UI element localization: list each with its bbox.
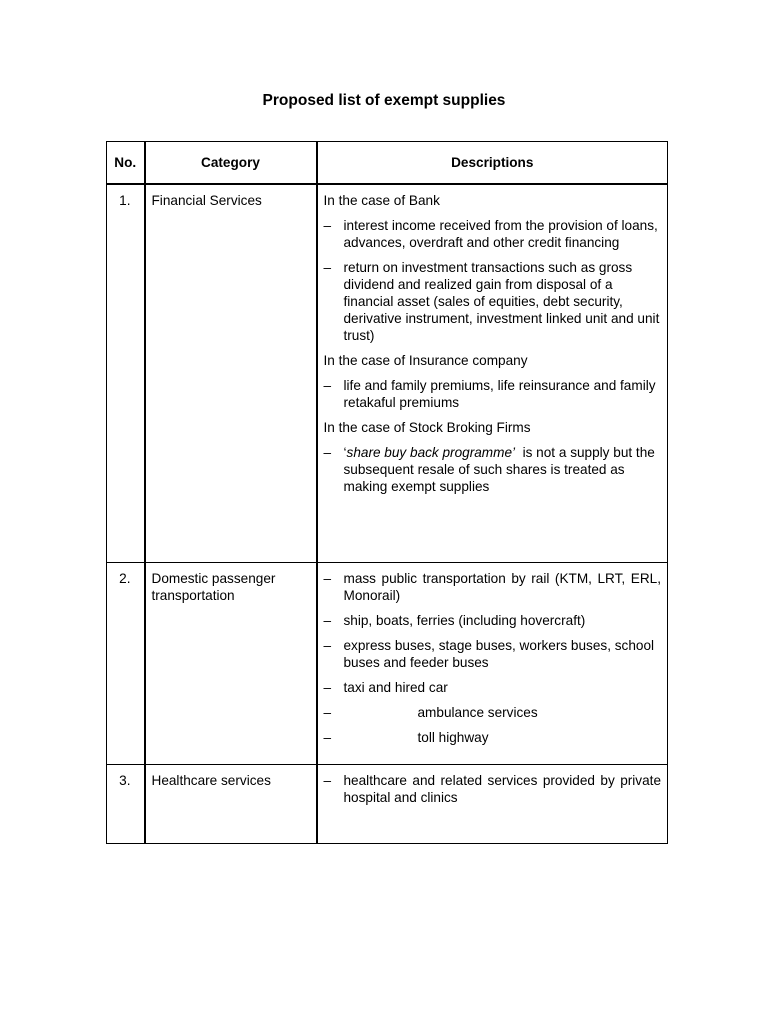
sub-heading: In the case of Stock Broking Firms bbox=[323, 420, 531, 435]
dash-marker: – bbox=[323, 218, 332, 233]
dash-marker: – bbox=[323, 773, 332, 788]
list-item-text: interest income received from the provision of loans, advances, overdraft and other credit financing bbox=[343, 218, 658, 250]
document-title: Proposed list of exempt supplies bbox=[262, 92, 506, 109]
sub-heading: In the case of Bank bbox=[323, 193, 440, 208]
list-item-text: return on investment transactions such as gross dividend and realized gain from disposal of a financial asset (sales of equities, debt security, derivative instrument, investment linked unit and unit trust) bbox=[343, 260, 660, 343]
list-item-text: life and family premiums, life reinsurance and family retakaful premiums bbox=[343, 378, 656, 410]
list-item-text: healthcare and related services provided by private hospital and clinics bbox=[343, 773, 661, 805]
list-item bbox=[324, 772, 662, 806]
list-item-text: mass public transportation by rail (KTM, LRT, ERL, Monorail) bbox=[343, 571, 661, 603]
dash-marker: – bbox=[323, 378, 332, 393]
row-descriptions bbox=[317, 563, 668, 765]
list-item bbox=[324, 637, 662, 671]
list-item-text: ambulance services bbox=[417, 705, 538, 720]
row-category: Domestic passenger transportation bbox=[145, 563, 317, 765]
open-quote: ‘ bbox=[343, 445, 347, 460]
list-item bbox=[324, 679, 662, 696]
dash-marker: – bbox=[323, 680, 332, 695]
row-descriptions bbox=[317, 765, 668, 844]
list-item bbox=[324, 259, 662, 344]
list-item bbox=[324, 217, 662, 251]
table-row bbox=[107, 184, 668, 563]
list-item-text: toll highway bbox=[417, 730, 489, 745]
row-number: 2. bbox=[107, 563, 145, 765]
list-item bbox=[324, 444, 662, 495]
row-number: 1. bbox=[107, 184, 145, 563]
list-item bbox=[324, 377, 662, 411]
dash-marker: – bbox=[323, 638, 332, 653]
list-item bbox=[324, 612, 662, 629]
dash-marker: – bbox=[323, 730, 332, 745]
list-item-text: express buses, stage buses, workers buses, school buses and feeder buses bbox=[343, 638, 655, 670]
dash-marker: – bbox=[323, 445, 332, 460]
list-item-rest: is not a supply but the subsequent resale of such shares is treated as making exempt supplies bbox=[343, 445, 659, 494]
dash-marker: – bbox=[323, 613, 332, 628]
table-header-row bbox=[107, 142, 668, 185]
dash-marker: – bbox=[323, 705, 332, 720]
list-item bbox=[324, 570, 662, 604]
list-item-text: taxi and hired car bbox=[343, 680, 448, 695]
exempt-supplies-table bbox=[106, 141, 668, 844]
table-row bbox=[107, 765, 668, 844]
dash-marker: – bbox=[323, 571, 332, 586]
header-category: Category bbox=[145, 142, 317, 185]
row-category: Healthcare services bbox=[145, 765, 317, 844]
dash-marker: – bbox=[323, 260, 332, 275]
italic-term: share buy back programme’ bbox=[346, 445, 516, 460]
row-category: Financial Services bbox=[145, 184, 317, 563]
header-descriptions: Descriptions bbox=[317, 142, 668, 185]
row-descriptions bbox=[317, 184, 668, 563]
table-row bbox=[107, 563, 668, 765]
sub-heading: In the case of Insurance company bbox=[323, 353, 528, 368]
header-no: No. bbox=[107, 142, 145, 185]
row-number: 3. bbox=[107, 765, 145, 844]
list-item bbox=[324, 704, 662, 721]
list-item-text: ship, boats, ferries (including hovercraft) bbox=[343, 613, 586, 628]
list-item bbox=[324, 729, 662, 746]
list-item-text bbox=[344, 444, 662, 495]
